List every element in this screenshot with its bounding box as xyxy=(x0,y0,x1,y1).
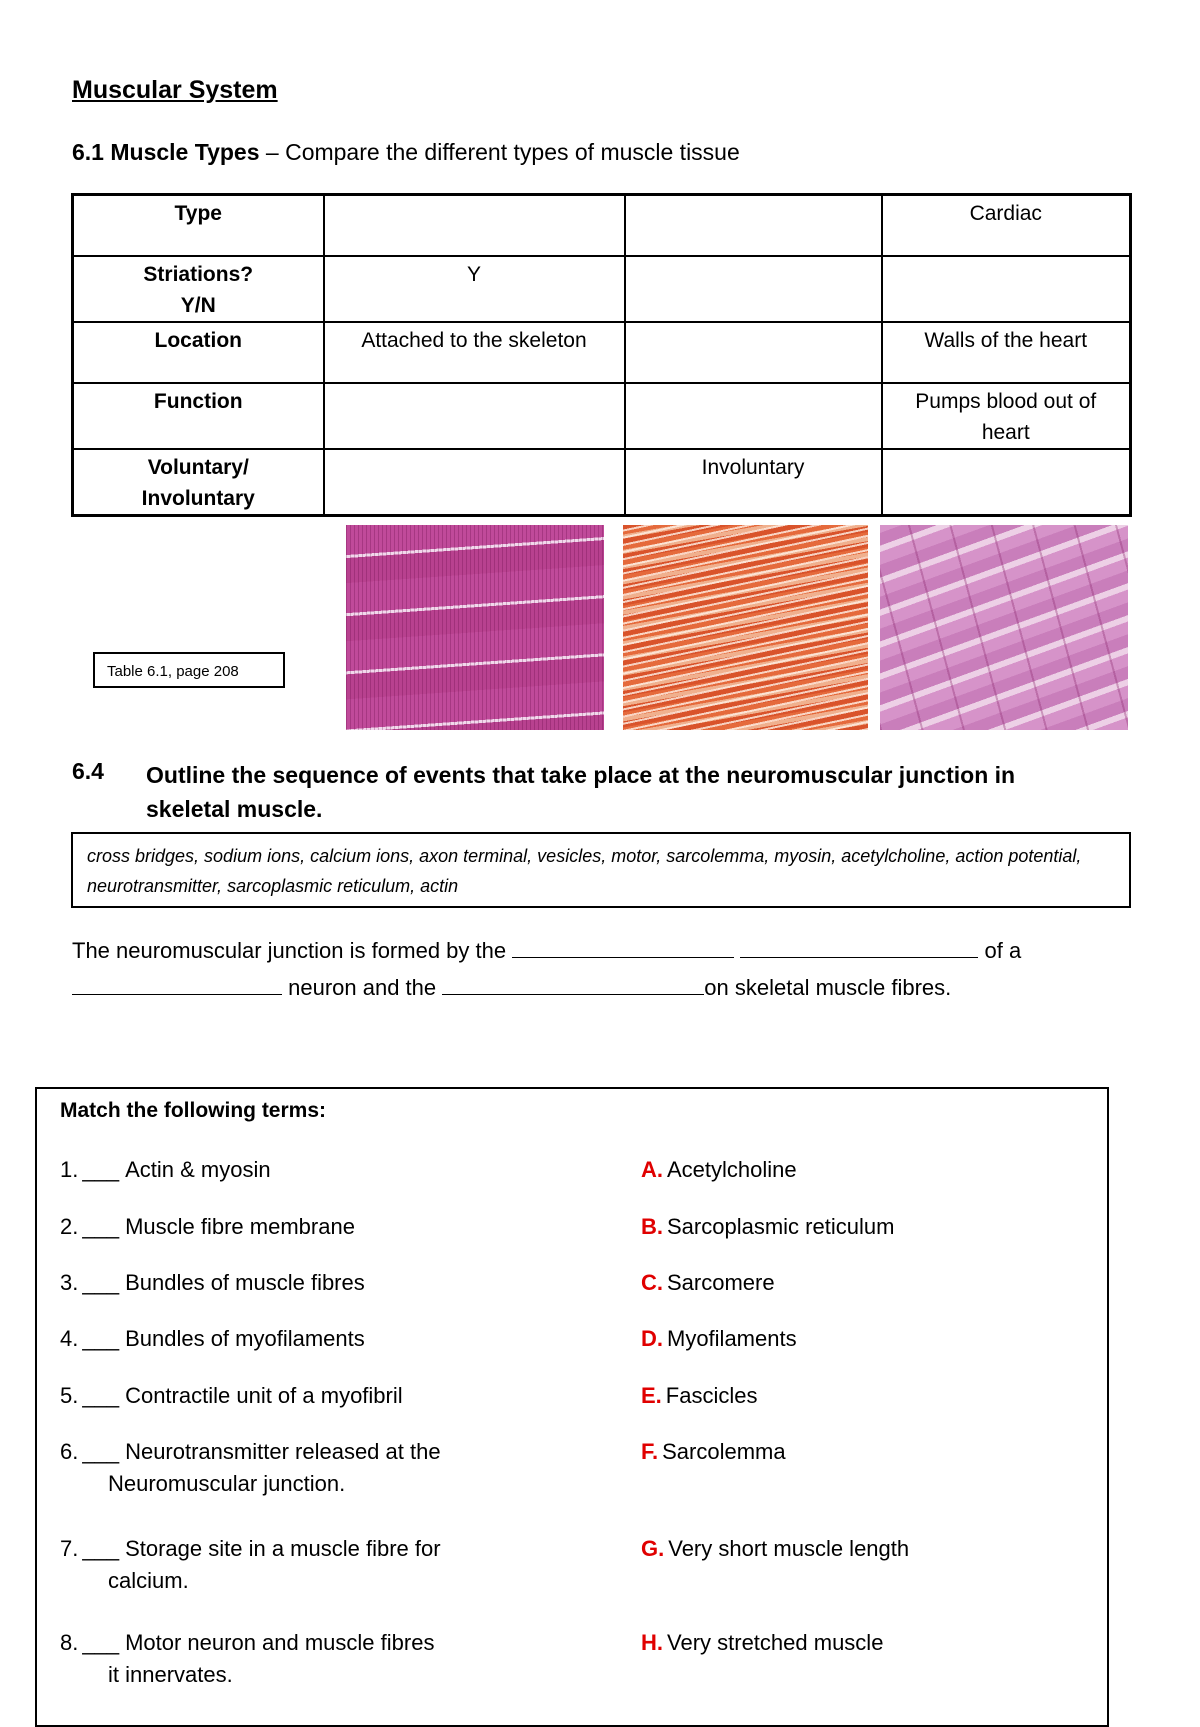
table-cell xyxy=(324,195,625,256)
term-text-continued: it innervates. xyxy=(108,1662,233,1687)
fill-blank-3[interactable] xyxy=(72,972,282,995)
table-row xyxy=(73,383,1131,449)
match-term-3 xyxy=(60,1267,365,1299)
definition-text: Acetylcholine xyxy=(667,1157,797,1182)
answer-blank[interactable]: ___ xyxy=(82,1270,120,1295)
match-definition-4 xyxy=(641,1323,797,1355)
definition-text: Sarcomere xyxy=(667,1270,775,1295)
cardiac-muscle-image xyxy=(880,525,1128,730)
term-number: 5. xyxy=(60,1383,79,1408)
term-number: 3. xyxy=(60,1270,79,1295)
smooth-muscle-image xyxy=(623,525,868,730)
answer-blank[interactable]: ___ xyxy=(82,1630,120,1655)
fill-text-3: neuron and the xyxy=(288,975,437,1000)
term-number: 8. xyxy=(60,1630,79,1655)
fill-text-1: The neuromuscular junction is formed by the xyxy=(72,938,507,963)
definition-letter: A. xyxy=(641,1157,663,1182)
definition-letter: H. xyxy=(641,1630,663,1655)
term-text: Neurotransmitter released at the xyxy=(125,1439,441,1464)
definition-letter: G. xyxy=(641,1536,665,1561)
match-term-8 xyxy=(60,1627,434,1691)
table-cell xyxy=(882,449,1131,516)
table-cell: Attached to the skeleton xyxy=(324,322,625,383)
table-cell xyxy=(625,256,882,322)
definition-text: Sarcolemma xyxy=(662,1439,786,1464)
fill-blank-4[interactable] xyxy=(442,972,704,995)
answer-blank[interactable]: ___ xyxy=(82,1157,120,1182)
term-text-continued: Neuromuscular junction. xyxy=(108,1471,346,1496)
section-6-1-heading xyxy=(72,139,740,166)
match-term-5 xyxy=(60,1380,403,1412)
row-header-cell: Function xyxy=(73,383,324,449)
table-row xyxy=(73,195,1131,256)
term-number: 2. xyxy=(60,1214,79,1239)
term-text: Muscle fibre membrane xyxy=(125,1214,355,1239)
match-definition-8 xyxy=(641,1627,883,1659)
muscle-types-table xyxy=(71,193,1132,517)
term-number: 7. xyxy=(60,1536,79,1561)
term-text-continued: calcium. xyxy=(108,1568,189,1593)
term-number: 6. xyxy=(60,1439,79,1464)
table-cell: Y xyxy=(324,256,625,322)
table-row xyxy=(73,449,1131,516)
definition-text: Myofilaments xyxy=(667,1326,797,1351)
table-cell xyxy=(882,256,1131,322)
table-cell xyxy=(625,383,882,449)
page-title: Muscular System xyxy=(72,76,278,104)
table-cell xyxy=(324,449,625,516)
match-definition-1 xyxy=(641,1154,797,1186)
table-cell xyxy=(625,322,882,383)
fill-blank-1[interactable] xyxy=(512,935,734,958)
term-number: 1. xyxy=(60,1157,79,1182)
definition-letter: C. xyxy=(641,1270,663,1295)
match-definition-7 xyxy=(641,1533,909,1565)
definition-letter: E. xyxy=(641,1383,662,1408)
match-definition-2 xyxy=(641,1211,894,1243)
definition-text: Very stretched muscle xyxy=(667,1630,884,1655)
definition-letter: B. xyxy=(641,1214,663,1239)
term-number: 4. xyxy=(60,1326,79,1351)
match-term-6 xyxy=(60,1436,441,1500)
table-row xyxy=(73,322,1131,383)
row-header-cell: Voluntary/ Involuntary xyxy=(73,449,324,516)
section-6-1-subtitle: Compare the different types of muscle tissue xyxy=(285,139,740,165)
match-definition-3 xyxy=(641,1267,775,1299)
match-term-4 xyxy=(60,1323,365,1355)
section-6-1-label: 6.1 Muscle Types xyxy=(72,139,260,165)
section-6-4-heading: Outline the sequence of events that take place at the neuromuscular junction in skeletal muscle. xyxy=(146,762,1016,822)
term-text: Motor neuron and muscle fibres xyxy=(125,1630,435,1655)
match-term-2 xyxy=(60,1211,355,1243)
term-text: Actin & myosin xyxy=(125,1157,271,1182)
table-cell xyxy=(324,383,625,449)
definition-letter: F. xyxy=(641,1439,659,1464)
answer-blank[interactable]: ___ xyxy=(82,1326,120,1351)
table-cell: Involuntary xyxy=(625,449,882,516)
answer-blank[interactable]: ___ xyxy=(82,1383,120,1408)
matching-title: Match the following terms: xyxy=(60,1099,327,1122)
table-reference-box: Table 6.1, page 208 xyxy=(93,652,285,688)
section-6-1-dash: – xyxy=(259,139,286,165)
fill-in-sentence xyxy=(72,932,1132,1006)
definition-text: Sarcoplasmic reticulum xyxy=(667,1214,895,1239)
table-cell xyxy=(625,195,882,256)
skeletal-muscle-image xyxy=(346,525,604,730)
word-bank: cross bridges, sodium ions, calcium ions, axon terminal, vesicles, motor, sarcolemma, myosin, acetylcholine, action potential, neurotransmitter, sarcoplasmic reticulum, actin xyxy=(71,832,1131,908)
match-term-1 xyxy=(60,1154,271,1186)
match-definition-6 xyxy=(641,1436,786,1468)
answer-blank[interactable]: ___ xyxy=(82,1439,120,1464)
term-text: Bundles of muscle fibres xyxy=(125,1270,365,1295)
fill-text-4: on skeletal muscle fibres. xyxy=(704,975,952,1000)
table-row xyxy=(73,256,1131,322)
term-text: Contractile unit of a myofibril xyxy=(125,1383,403,1408)
match-term-7 xyxy=(60,1533,441,1597)
term-text: Storage site in a muscle fibre for xyxy=(125,1536,441,1561)
table-cell: Cardiac xyxy=(882,195,1131,256)
term-text: Bundles of myofilaments xyxy=(125,1326,365,1351)
definition-letter: D. xyxy=(641,1326,663,1351)
fill-text-2: of a xyxy=(984,938,1022,963)
answer-blank[interactable]: ___ xyxy=(82,1214,120,1239)
section-6-4-number: 6.4 xyxy=(72,758,104,784)
row-header-cell: Type xyxy=(73,195,324,256)
fill-blank-2[interactable] xyxy=(740,935,978,958)
match-definition-5 xyxy=(641,1380,757,1412)
definition-text: Very short muscle length xyxy=(668,1536,910,1561)
row-header-cell: Location xyxy=(73,322,324,383)
definition-text: Fascicles xyxy=(665,1383,758,1408)
answer-blank[interactable]: ___ xyxy=(82,1536,120,1561)
table-cell: Walls of the heart xyxy=(882,322,1131,383)
row-header-cell: Striations? Y/N xyxy=(73,256,324,322)
table-cell: Pumps blood out of heart xyxy=(882,383,1131,449)
